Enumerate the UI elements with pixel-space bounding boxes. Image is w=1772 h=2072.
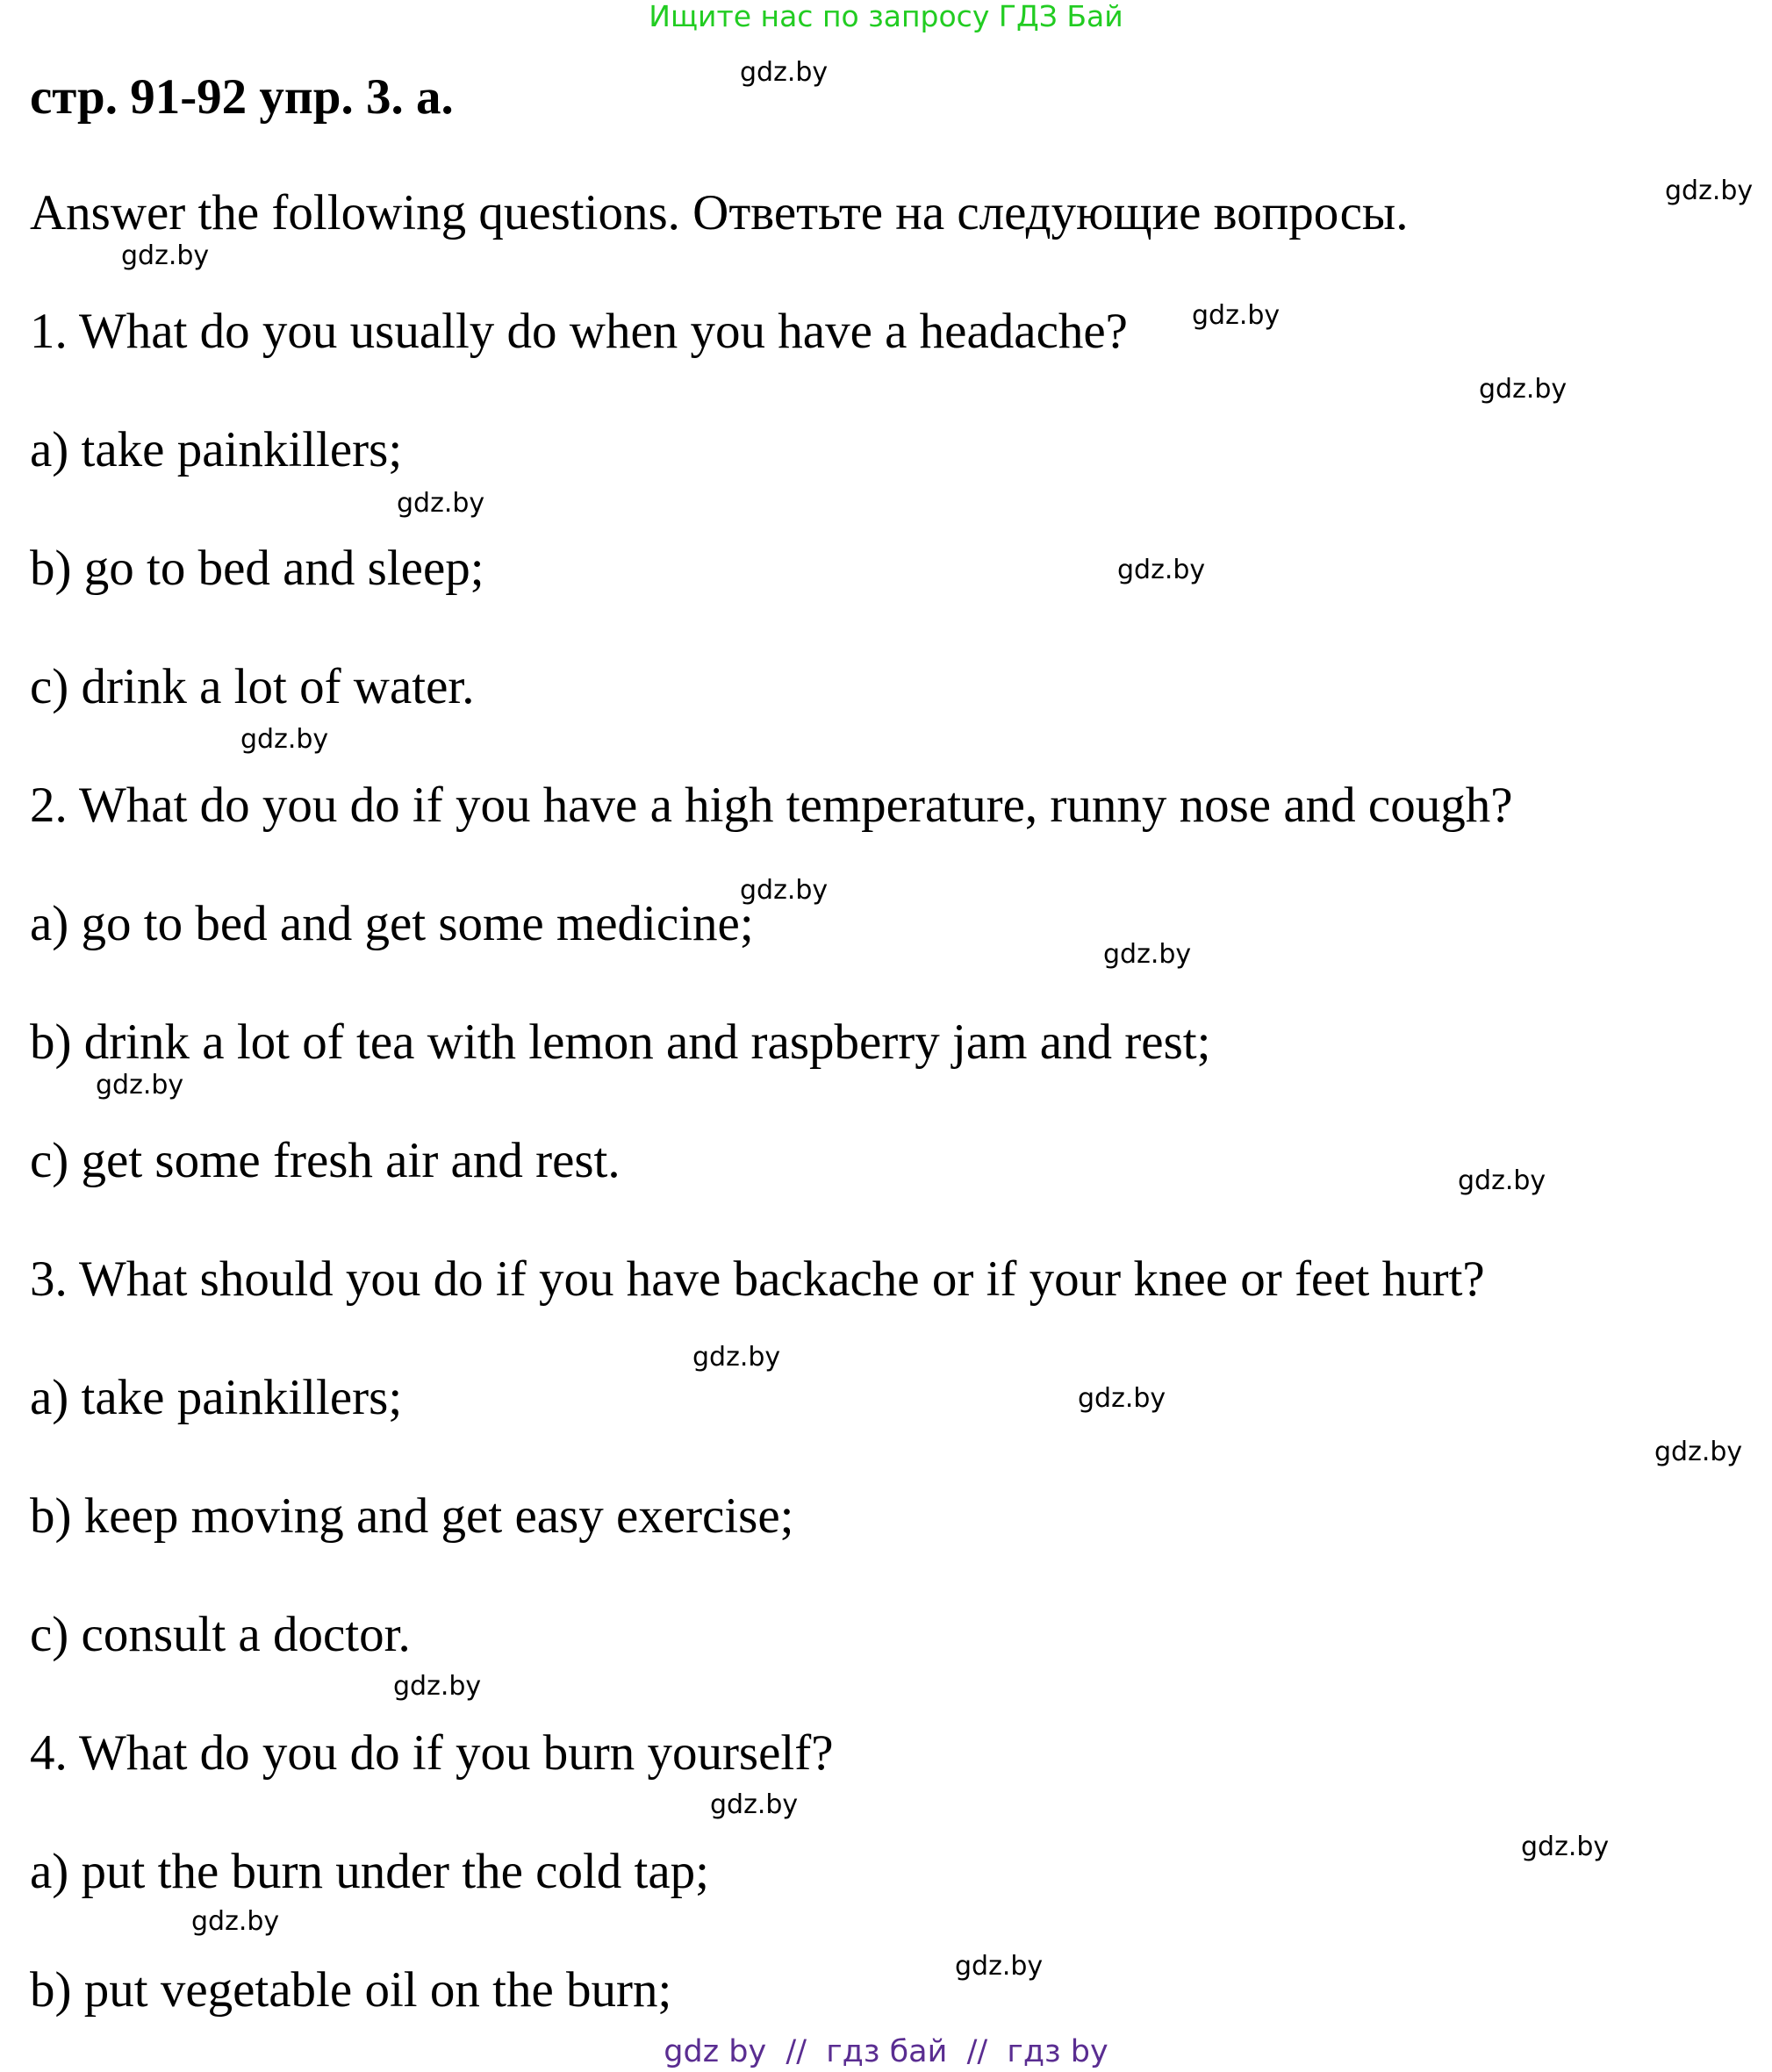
watermark: gdz.by bbox=[393, 1671, 482, 1702]
watermark: gdz.by bbox=[191, 1906, 280, 1937]
watermark: gdz.by bbox=[1192, 300, 1281, 331]
search-banner: Ищите нас по запросу ГДЗ Бай bbox=[649, 0, 1123, 33]
watermark: gdz.by bbox=[240, 724, 329, 755]
watermark: gdz.by bbox=[1654, 1437, 1743, 1467]
watermark: gdz.by bbox=[1458, 1165, 1546, 1196]
question-3: 3. What should you do if you have backache or if your knee or feet hurt? bbox=[30, 1251, 1485, 1307]
footer-links: gdz by // гдз бай // гдз by bbox=[664, 2034, 1108, 2069]
question-3-option-a: a) take painkillers; bbox=[30, 1370, 403, 1425]
watermark: gdz.by bbox=[96, 1070, 184, 1101]
question-1-option-a: a) take painkillers; bbox=[30, 422, 403, 477]
watermark: gdz.by bbox=[710, 1789, 799, 1820]
question-2: 2. What do you do if you have a high temperature, runny nose and cough? bbox=[30, 778, 1513, 833]
question-2-option-b: b) drink a lot of tea with lemon and raspberry jam and rest; bbox=[30, 1014, 1211, 1070]
question-2-option-a: a) go to bed and get some medicine; bbox=[30, 896, 754, 951]
question-4-option-b: b) put vegetable oil on the burn; bbox=[30, 1962, 672, 2018]
question-1-option-b: b) go to bed and sleep; bbox=[30, 541, 484, 596]
watermark: gdz.by bbox=[1103, 939, 1192, 970]
watermark: gdz.by bbox=[397, 488, 485, 519]
question-2-option-c: c) get some fresh air and rest. bbox=[30, 1133, 621, 1188]
watermark: gdz.by bbox=[1479, 374, 1568, 405]
watermark: gdz.by bbox=[1665, 176, 1754, 206]
instructions: Answer the following questions. Ответьте на следующие вопросы. bbox=[30, 185, 1409, 240]
question-1-option-c: c) drink a lot of water. bbox=[30, 659, 475, 714]
watermark: gdz.by bbox=[1078, 1383, 1166, 1414]
question-3-option-b: b) keep moving and get easy exercise; bbox=[30, 1488, 794, 1544]
watermark: gdz.by bbox=[1521, 1832, 1610, 1862]
page-title: стр. 91-92 упр. 3. а. bbox=[30, 69, 454, 125]
question-1: 1. What do you usually do when you have a headache? bbox=[30, 304, 1128, 359]
question-4-option-a: a) put the burn under the cold tap; bbox=[30, 1844, 710, 1899]
watermark: gdz.by bbox=[955, 1951, 1044, 1982]
question-4: 4. What do you do if you burn yourself? bbox=[30, 1725, 834, 1781]
question-3-option-c: c) consult a doctor. bbox=[30, 1607, 411, 1662]
watermark: gdz.by bbox=[740, 57, 829, 88]
watermark: gdz.by bbox=[1117, 555, 1206, 585]
watermark: gdz.by bbox=[121, 240, 210, 271]
watermark: gdz.by bbox=[740, 875, 829, 906]
watermark: gdz.by bbox=[692, 1342, 781, 1373]
